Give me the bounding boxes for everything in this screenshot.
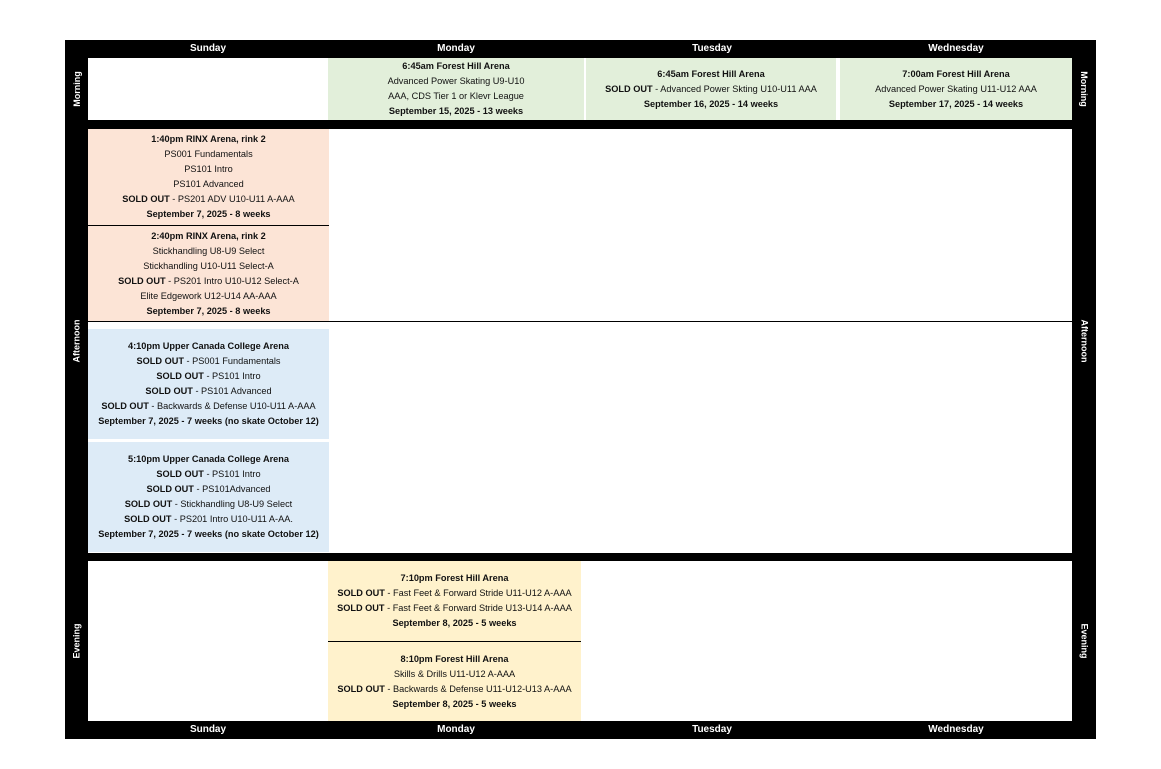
footer-tuesday: Tuesday	[692, 724, 732, 735]
session-program: SOLD OUT - PS201 ADV U10-U11 A-AAA	[122, 194, 295, 204]
session-program: SOLD OUT - PS201 Intro U10-U11 A-AA.	[124, 514, 293, 524]
morning-label-right: Morning	[1072, 58, 1096, 120]
session-time: 6:45am Forest Hill Arena	[657, 68, 765, 79]
session-program: SOLD OUT - PS001 Fundamentals	[136, 356, 281, 366]
session-time: 5:10pm Upper Canada College Arena	[128, 454, 289, 464]
session-dates: September 7, 2025 - 8 weeks	[146, 305, 271, 316]
session-dates: September 7, 2025 - 7 weeks (no skate October 12)	[98, 529, 319, 539]
session-program: SOLD OUT - Fast Feet & Forward Stride U13-U14 A-AAA	[337, 603, 572, 613]
session-dates: September 15, 2025 - 13 weeks	[388, 106, 524, 116]
session-program: SOLD OUT - Backwards & Defense U10-U11 A-AAA	[101, 401, 316, 411]
footer-monday: Monday	[437, 724, 475, 735]
footer-wednesday: Wednesday	[928, 724, 984, 735]
session-program: SOLD OUT - PS101 Intro	[156, 469, 261, 479]
session-program: PS101 Intro	[184, 164, 233, 174]
session-tuesday-morning	[586, 58, 836, 120]
morning-label-left: Morning	[65, 58, 88, 120]
afternoon-label-right: Afternoon	[1072, 129, 1096, 553]
session-program: SOLD OUT - PS201 Intro U10-U12 Select-A	[118, 275, 299, 286]
session-time: 1:40pm RINX Arena, rink 2	[151, 134, 266, 144]
session-dates: September 7, 2025 - 7 weeks (no skate October 12)	[98, 416, 319, 426]
session-program: SOLD OUT - PS101Advanced	[146, 484, 271, 494]
session-sunday-410pm	[88, 329, 329, 439]
section-divider	[65, 120, 1096, 129]
session-program: Advanced Power Skating U9-U10	[387, 76, 525, 86]
session-time: 4:10pm Upper Canada College Arena	[128, 341, 289, 351]
session-sunday-140pm	[88, 129, 329, 225]
session-program: Stickhandling U10-U11 Select-A	[143, 260, 274, 271]
evening-label-left: Evening	[65, 561, 88, 721]
session-sunday-240pm	[88, 226, 329, 321]
session-monday-810pm	[328, 642, 581, 721]
header-tuesday: Tuesday	[692, 43, 732, 54]
session-program: PS101 Advanced	[173, 179, 244, 189]
session-time: 6:45am Forest Hill Arena	[402, 61, 510, 71]
section-divider	[65, 553, 1096, 561]
header-wednesday: Wednesday	[928, 43, 984, 54]
header-monday: Monday	[437, 43, 475, 54]
row-divider	[88, 321, 1072, 322]
session-program: SOLD OUT - PS101 Advanced	[145, 386, 272, 396]
session-time: 7:10pm Forest Hill Arena	[400, 573, 509, 583]
session-program: Advanced Power Skating U11-U12 AAA	[875, 83, 1037, 94]
session-program: PS001 Fundamentals	[164, 149, 253, 159]
session-program: AAA, CDS Tier 1 or Klevr League	[388, 91, 524, 101]
session-monday-710pm	[328, 561, 581, 641]
footer-sunday: Sunday	[189, 724, 227, 735]
session-program: Skills & Drills U11-U12 A-AAA	[393, 668, 516, 679]
session-wednesday-morning	[840, 58, 1072, 120]
session-time: 2:40pm RINX Arena, rink 2	[151, 230, 266, 241]
afternoon-label-left: Afternoon	[65, 129, 88, 553]
session-monday-morning	[328, 58, 584, 120]
session-program: Elite Edgework U12-U14 AA-AAA	[140, 290, 277, 301]
session-program: SOLD OUT - Backwards & Defense U11-U12-U13 A-AAA	[337, 683, 572, 694]
session-dates: September 8, 2025 - 5 weeks	[392, 698, 517, 709]
session-dates: September 17, 2025 - 14 weeks	[888, 98, 1024, 109]
session-program: SOLD OUT - Fast Feet & Forward Stride U11-U12 A-AAA	[337, 588, 572, 598]
evening-label-right: Evening	[1072, 561, 1096, 721]
session-time: 7:00am Forest Hill Arena	[902, 68, 1010, 79]
session-time: 8:10pm Forest Hill Arena	[400, 653, 509, 664]
session-program: Stickhandling U8-U9 Select	[152, 245, 265, 256]
session-sunday-510pm	[88, 442, 329, 552]
session-dates: September 7, 2025 - 8 weeks	[146, 209, 271, 219]
session-program: SOLD OUT - PS101 Intro	[156, 371, 261, 381]
session-dates: September 16, 2025 - 14 weeks	[643, 98, 779, 109]
session-program: SOLD OUT - Advanced Power Skting U10-U11 AAA	[605, 83, 817, 94]
session-program: SOLD OUT - Stickhandling U8-U9 Select	[124, 499, 293, 509]
header-sunday: Sunday	[189, 43, 227, 54]
session-dates: September 8, 2025 - 5 weeks	[392, 618, 517, 628]
